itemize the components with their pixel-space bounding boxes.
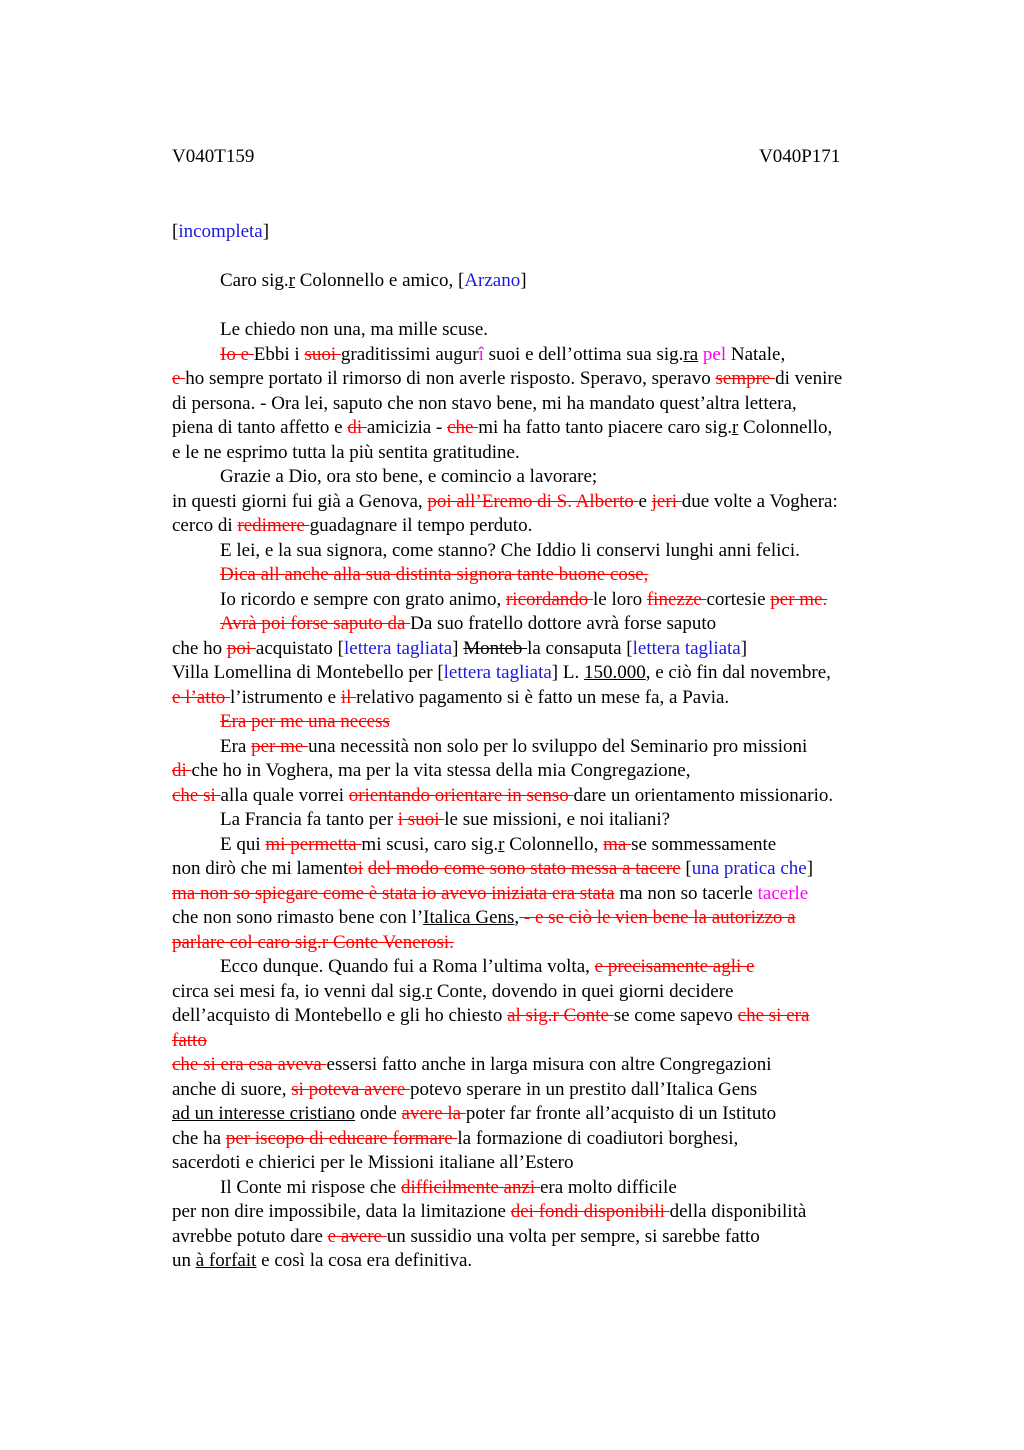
- text-line: [172, 906, 912, 931]
- text-line: [172, 563, 912, 588]
- text-line: [172, 220, 912, 245]
- text-line: [172, 465, 912, 490]
- document-id-right: V040P171: [759, 146, 841, 167]
- text-span: Ebbi i: [253, 343, 305, 365]
- text-line: [172, 735, 912, 760]
- text-line: [172, 343, 912, 368]
- deleted-text: redimere: [237, 515, 310, 536]
- deleted-text: per iscopo di educare formare: [225, 1127, 458, 1149]
- text-span: le sue missioni, e noi italiani?: [444, 809, 671, 830]
- text-line: [172, 808, 912, 833]
- text-span: non dirò che mi lament: [172, 858, 349, 879]
- deleted-text: che si era esa aveva: [172, 1054, 327, 1075]
- text-span: ]: [262, 221, 270, 242]
- text-span: Il Conte mi rispose che: [220, 1176, 401, 1198]
- text-span: ] L.: [551, 662, 584, 683]
- text-line: [172, 1176, 912, 1201]
- text-span: un sussidio una volta per sempre, si sarebbe fatto: [386, 1225, 760, 1247]
- text-line: [172, 392, 912, 417]
- text-span: Conte, dovendo in quei giorni decidere: [432, 980, 734, 1002]
- deleted-text: finezze: [646, 588, 707, 610]
- text-span: e le ne esprimo tutta la più sentita gratitudine.: [172, 441, 520, 463]
- underlined-text: ad un interesse cristiano: [172, 1103, 356, 1124]
- text-span: che ho in Voghera, ma per la vita stessa della mia Congregazione,: [191, 760, 691, 781]
- deleted-text: che: [447, 417, 479, 438]
- text-line: [172, 416, 912, 441]
- text-line: [172, 857, 912, 882]
- text-span: suoi e dell’ottima sua sig.: [483, 343, 684, 365]
- deleted-text: oi: [348, 858, 364, 879]
- underlined-text: 150.000: [583, 662, 646, 683]
- text-line: [172, 1225, 912, 1250]
- text-span: ,: [514, 907, 520, 928]
- deleted-text: poi: [226, 637, 256, 659]
- deleted-text: di: [172, 760, 192, 781]
- deleted-text: e l’atto: [172, 686, 231, 708]
- text-span: di persona. - Ora lei, saputo che non stavo bene, mi ha mandato quest’altra lettera,: [172, 392, 797, 414]
- text-line: [172, 318, 912, 343]
- deleted-text: parlare col caro sig.r Conte Venerosi.: [172, 931, 454, 953]
- deleted-text: mi permetta: [265, 833, 362, 855]
- text-span: in questi giorni fui già a Genova,: [172, 490, 428, 512]
- deleted-text: suoi: [304, 343, 341, 365]
- underlined-text: Italica Gens: [423, 907, 515, 928]
- text-line: [172, 612, 912, 637]
- text-span: ]: [452, 637, 464, 659]
- text-span: E qui: [220, 833, 266, 855]
- deleted-text: poi all’Eremo di S. Alberto: [427, 490, 639, 512]
- text-span: Grazie a Dio, ora sto bene, e comincio a lavorare;: [220, 466, 598, 487]
- text-span: Natale,: [726, 343, 786, 365]
- deleted-text: per me: [251, 735, 309, 757]
- text-line: [172, 710, 912, 735]
- blank-line: [172, 294, 912, 319]
- text-span: e: [638, 490, 652, 512]
- correction-text: pel: [702, 343, 727, 365]
- deleted-text: - e se ciò le vien bene la autorizzo a: [519, 907, 796, 928]
- text-span: che non sono rimasto bene con l’: [172, 907, 424, 928]
- underlined-text: ra: [683, 343, 699, 365]
- text-span: avrebbe potuto dare: [172, 1225, 328, 1247]
- text-span: onde: [355, 1103, 402, 1124]
- deleted-text: dei fondi disponibili: [510, 1201, 670, 1222]
- text-span: mi scusi, caro sig.: [361, 833, 499, 855]
- text-span: Le chiedo non una, ma mille scuse.: [220, 319, 489, 340]
- text-span: dare un orientamento missionario.: [573, 784, 834, 806]
- editorial-note: incompleta: [178, 221, 263, 242]
- text-span: un: [172, 1250, 196, 1271]
- deleted-text: Era per me una necess: [220, 711, 390, 732]
- text-span: se come sapevo: [613, 1005, 738, 1026]
- text-line: [172, 1151, 912, 1176]
- text-line: [172, 759, 912, 784]
- text-span: Colonnello e amico, [: [294, 270, 465, 291]
- text-span: E lei, e la sua signora, come stanno? Che Iddio li conservi lunghi anni felici.: [220, 539, 800, 561]
- text-line: [172, 1249, 912, 1274]
- text-span: dell’acquisto di Montebello e gli ho chiesto: [172, 1005, 508, 1026]
- deleted-text: fatto: [172, 1029, 207, 1051]
- deleted-text: Monteb: [463, 637, 528, 659]
- letter-body: [172, 220, 912, 1274]
- text-line: [172, 539, 912, 564]
- text-span: la consaputa [: [527, 637, 633, 659]
- text-span: e così la cosa era definitiva.: [256, 1250, 473, 1271]
- text-span: amicizia -: [366, 417, 448, 438]
- deleted-text: Io e: [220, 343, 254, 365]
- text-line: [172, 833, 912, 858]
- deleted-text: jeri: [651, 490, 682, 512]
- text-span: Villa Lomellina di Montebello per [: [172, 662, 444, 683]
- deleted-text: e avere: [327, 1225, 387, 1247]
- text-line: [172, 269, 912, 294]
- text-span: ma non so tacerle: [614, 882, 758, 904]
- text-span: una necessità non solo per lo sviluppo del Seminario pro missioni: [308, 735, 808, 757]
- text-line: [172, 1127, 912, 1152]
- text-line: [172, 367, 912, 392]
- editorial-note: lettera tagliata: [632, 637, 741, 659]
- text-line: [172, 980, 912, 1005]
- text-line: [172, 1004, 912, 1029]
- text-line: [172, 441, 912, 466]
- text-span: guadagnare il tempo perduto.: [309, 515, 533, 536]
- text-span: anche di suore,: [172, 1078, 292, 1100]
- text-span: Da suo fratello dottore avrà forse saputo: [410, 613, 717, 634]
- text-span: cortesie: [706, 588, 771, 610]
- deleted-text: Dica all anche alla sua distinta signora tante buone cose,: [220, 564, 649, 585]
- text-line: [172, 686, 912, 711]
- underlined-text: r: [288, 270, 295, 291]
- text-span: [: [680, 858, 692, 879]
- deleted-text: i suoi: [397, 809, 445, 830]
- text-line: [172, 882, 912, 907]
- deleted-text: che si: [172, 784, 221, 806]
- text-span: Io ricordo e sempre con grato animo,: [220, 588, 506, 610]
- deleted-text: Avrà poi forse saputo da: [220, 613, 411, 634]
- underlined-text: r: [731, 417, 739, 438]
- deleted-text: e precisamente agli e: [594, 956, 755, 977]
- editorial-note: lettera tagliata: [443, 662, 552, 683]
- text-span: che ha: [172, 1127, 226, 1149]
- deleted-text: di: [347, 417, 367, 438]
- text-span: relativo pagamento si è fatto un mese fa, a Pavia.: [356, 686, 730, 708]
- deleted-text: difficilmente anzi: [401, 1176, 540, 1198]
- text-span: della disponibilità: [669, 1201, 807, 1222]
- text-span: Era: [220, 735, 252, 757]
- text-line: [172, 1029, 912, 1054]
- text-span: se sommessamente: [631, 833, 777, 855]
- text-line: [172, 1078, 912, 1103]
- text-span: sacerdoti e chierici per le Missioni italiane all’Estero: [172, 1152, 574, 1173]
- editorial-note: lettera tagliata: [344, 637, 453, 659]
- text-line: [172, 931, 912, 956]
- text-span: [: [172, 221, 179, 242]
- text-span: che ho: [172, 637, 227, 659]
- blank-line: [172, 245, 912, 270]
- correction-text: tacerle: [757, 882, 809, 904]
- text-span: alla quale vorrei: [220, 784, 349, 806]
- deleted-text: per me.: [770, 588, 828, 610]
- text-span: poter far fronte all’acquisto di un Istituto: [465, 1103, 777, 1124]
- text-line: [172, 661, 912, 686]
- deleted-text: del modo come sono stato messa a tacere: [367, 858, 681, 879]
- underlined-text: r: [498, 833, 505, 855]
- deleted-text: orientando orientare in senso: [348, 784, 574, 806]
- deleted-text: e: [172, 368, 186, 389]
- text-line: [172, 1200, 912, 1225]
- deleted-text: ma: [603, 833, 632, 855]
- text-span: ho sempre portato il rimorso di non averle risposto. Speravo, speravo: [185, 368, 716, 389]
- deleted-text: sempre: [715, 368, 776, 389]
- deleted-text: avere la: [401, 1103, 466, 1124]
- text-span: potevo sperare in un prestito dall’Italica Gens: [409, 1078, 758, 1100]
- text-span: essersi fatto anche in larga misura con altre Congregazioni: [326, 1054, 772, 1075]
- deleted-text: ma non so spiegare come è stata io avevo iniziata era stata: [172, 882, 615, 904]
- text-line: [172, 490, 912, 515]
- underlined-text: r: [425, 980, 433, 1002]
- text-span: Colonnello,: [504, 833, 604, 855]
- text-span: di venire: [775, 368, 843, 389]
- correction-text: î: [478, 343, 484, 365]
- text-span: la formazione di coadiutori borghesi,: [457, 1127, 739, 1149]
- text-span: le loro: [593, 588, 647, 610]
- text-span: Colonnello,: [738, 417, 833, 438]
- editorial-note: una pratica che: [691, 858, 807, 879]
- text-span: ]: [520, 270, 527, 291]
- deleted-text: al sig.r Conte: [507, 1005, 614, 1026]
- text-line: [172, 1102, 912, 1127]
- text-span: graditissimi augur: [340, 343, 479, 365]
- text-line: [172, 1053, 912, 1078]
- text-span: cerco di: [172, 515, 238, 536]
- text-span: Caro sig.: [220, 270, 289, 291]
- text-span: circa sei mesi fa, io venni dal sig.: [172, 980, 426, 1002]
- underlined-text: à forfait: [195, 1250, 257, 1271]
- editorial-note: Arzano: [464, 270, 521, 291]
- deleted-text: ricordando: [505, 588, 594, 610]
- text-span: l’istrumento e: [230, 686, 341, 708]
- deleted-text: il: [340, 686, 357, 708]
- text-span: due volte a Voghera:: [681, 490, 838, 512]
- text-span: Ecco dunque. Quando fui a Roma l’ultima volta,: [220, 956, 595, 977]
- text-span: era molto difficile: [539, 1176, 677, 1198]
- document-id-left: V040T159: [172, 146, 255, 167]
- text-span: , e ciò fin dal novembre,: [645, 662, 831, 683]
- text-span: ]: [740, 637, 748, 659]
- text-line: [172, 514, 912, 539]
- text-span: La Francia fa tanto per: [220, 809, 398, 830]
- text-span: per non dire impossibile, data la limitazione: [172, 1201, 511, 1222]
- text-span: ]: [806, 858, 814, 879]
- text-line: [172, 637, 912, 662]
- deleted-text: si poteva avere: [291, 1078, 410, 1100]
- text-span: mi ha fatto tanto piacere caro sig.: [478, 417, 732, 438]
- text-line: [172, 588, 912, 613]
- text-span: acquistato [: [255, 637, 345, 659]
- deleted-text: che si era: [737, 1005, 810, 1026]
- text-line: [172, 784, 912, 809]
- text-span: piena di tanto affetto e: [172, 417, 348, 438]
- text-line: [172, 955, 912, 980]
